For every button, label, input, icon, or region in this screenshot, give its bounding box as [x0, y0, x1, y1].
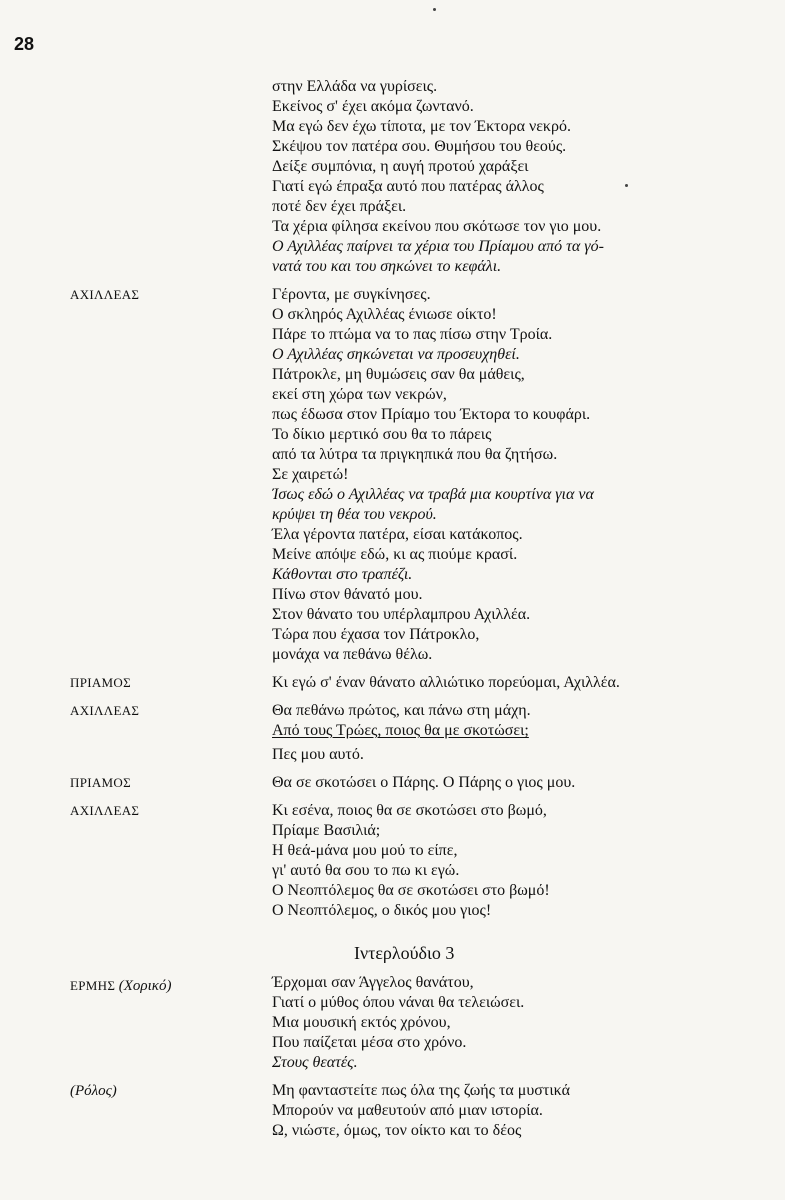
dialogue-line: ποτέ δεν έχει πράξει.	[272, 198, 407, 215]
dialogue-line: πως έδωσα στον Πρίαμο του Έκτορα το κουφάρι.	[272, 406, 591, 423]
dialogue-line: Εκείνος σ' έχει ακόμα ζωντανό.	[272, 98, 474, 115]
dialogue-line: Θα σε σκοτώσει ο Πάρης. Ο Πάρης ο γιος μου.	[272, 774, 576, 791]
dialogue-line: Το δίκιο μερτικό σου θα το πάρεις	[272, 426, 492, 443]
dialogue-line: Μα εγώ δεν έχω τίποτα, με τον Έκτορα νεκρό.	[272, 118, 571, 135]
dialogue-line: Γιατί εγώ έπραξα αυτό που πατέρας άλλος	[272, 178, 544, 195]
speaker-label-hermes	[70, 976, 171, 996]
dialogue-line: εκεί στη χώρα των νεκρών,	[272, 386, 447, 403]
dialogue-line: Τα χέρια φίλησα εκείνου που σκότωσε τον γιο μου.	[272, 218, 602, 235]
dialogue-line: Έρχομαι σαν Άγγελος θανάτου,	[272, 974, 474, 991]
dialogue-line: Που παίζεται μέσα στο χρόνο.	[272, 1034, 467, 1051]
dialogue-line: Μια μουσική εκτός χρόνου,	[272, 1014, 451, 1031]
dialogue-line: Η θεά-μάνα μου μού το είπε,	[272, 842, 458, 859]
speaker-label: ΠΡΙΑΜΟΣ	[70, 775, 131, 790]
dialogue-line: Ω, νιώστε, όμως, τον οίκτο και το δέος	[272, 1122, 522, 1139]
dialogue-line: Σε χαιρετώ!	[272, 466, 349, 483]
dialogue-line: γι' αυτό θα σου το πω κι εγώ.	[272, 862, 460, 879]
speaker-label: ΑΧΙΛΛΕΑΣ	[70, 803, 140, 818]
dialogue-line: στην Ελλάδα να γυρίσεις.	[272, 78, 438, 95]
stage-direction-line: Ίσως εδώ ο Αχιλλέας να τραβά μια κουρτίνα για να	[272, 486, 594, 503]
page-number: 28	[14, 34, 35, 54]
dialogue-line: Πάτροκλε, μη θυμώσεις σαν θα μάθεις,	[272, 366, 525, 383]
dialogue-line: Από τους Τρώες, ποιος θα με σκοτώσει;	[272, 722, 529, 739]
dialogue-line: Στον θάνατο του υπέρλαμπρου Αχιλλέα.	[272, 606, 531, 623]
stage-direction-line: Ο Αχιλλέας παίρνει τα χέρια του Πρίαμου από τα γό-	[272, 238, 604, 255]
speaker-label: ΑΧΙΛΛΕΑΣ	[70, 703, 140, 718]
dialogue-line: Σκέψου τον πατέρα σου. Θυμήσου του θεούς.	[272, 138, 567, 155]
dialogue-line: Ο Νεοπτόλεμος, ο δικός μου γιος!	[272, 902, 492, 919]
stage-direction-line: Ο Αχιλλέας σηκώνεται να προσευχηθεί.	[272, 346, 520, 363]
dialogue-line: από τα λύτρα τα πριγκηπικά που θα ζητήσω.	[272, 446, 558, 463]
dialogue-line: Ο Νεοπτόλεμος θα σε σκοτώσει στο βωμό!	[272, 882, 550, 899]
stage-direction-line: νατά του και του σηκώνει το κεφάλι.	[272, 258, 502, 275]
dialogue-line: μονάχα να πεθάνω θέλω.	[272, 646, 433, 663]
dialogue-line: Μη φανταστείτε πως όλα της ζωής τα μυστικά	[272, 1082, 570, 1099]
stage-direction-line: Κάθονται στο τραπέζι.	[272, 566, 413, 583]
speaker-annotation-hermes: (Χορικό)	[118, 978, 172, 994]
dialogue-line: Κι εγώ σ' έναν θάνατο αλλιώτικο πορεύομαι, Αχιλλέα.	[272, 674, 620, 691]
dialogue-line: Πίνω στον θάνατό μου.	[272, 586, 423, 603]
dialogue-line: Τώρα που έχασα τον Πάτροκλο,	[272, 626, 480, 643]
dialogue-line: Πρίαμε Βασιλιά;	[272, 822, 381, 839]
dialogue-line: Πες μου αυτό.	[272, 746, 364, 763]
dialogue-line: Θα πεθάνω πρώτος, και πάνω στη μάχη.	[272, 702, 531, 719]
dialogue-line: Δείξε συμπόνια, η αυγή προτού χαράξει	[272, 158, 529, 175]
stage-direction-line: Στους θεατές.	[272, 1054, 358, 1071]
dialogue-line: Μείνε απόψε εδώ, κι ας πιούμε κρασί.	[272, 546, 518, 563]
dialogue-line: Κι εσένα, ποιος θα σε σκοτώσει στο βωμό,	[272, 802, 547, 819]
stage-direction-line: κρύψει τη θέα του νεκρού.	[272, 506, 437, 523]
dialogue-line: Μπορούν να μαθευτούν από μιαν ιστορία.	[272, 1102, 543, 1119]
dialogue-line: Γιατί ο μύθος όπου νάναι θα τελειώσει.	[272, 994, 525, 1011]
dialogue-line: Πάρε το πτώμα να το πας πίσω στην Τροία.	[272, 326, 553, 343]
speaker-name-hermes: ΕΡΜΗΣ	[70, 978, 116, 993]
interlude-title: Ιντερλούδιο 3	[354, 943, 455, 963]
dialogue-line: Γέροντα, με συγκίνησες.	[272, 286, 431, 303]
scan-dot	[625, 184, 628, 187]
speaker-label: ΠΡΙΑΜΟΣ	[70, 675, 131, 690]
scan-dot	[433, 8, 436, 11]
dialogue-line: Ο σκληρός Αχιλλέας ένιωσε οίκτο!	[272, 306, 497, 323]
dialogue-line: Έλα γέροντα πατέρα, είσαι κατάκοπος.	[272, 526, 523, 543]
speaker-label: ΑΧΙΛΛΕΑΣ	[70, 287, 140, 302]
speaker-label-role: (Ρόλος)	[70, 1083, 117, 1099]
